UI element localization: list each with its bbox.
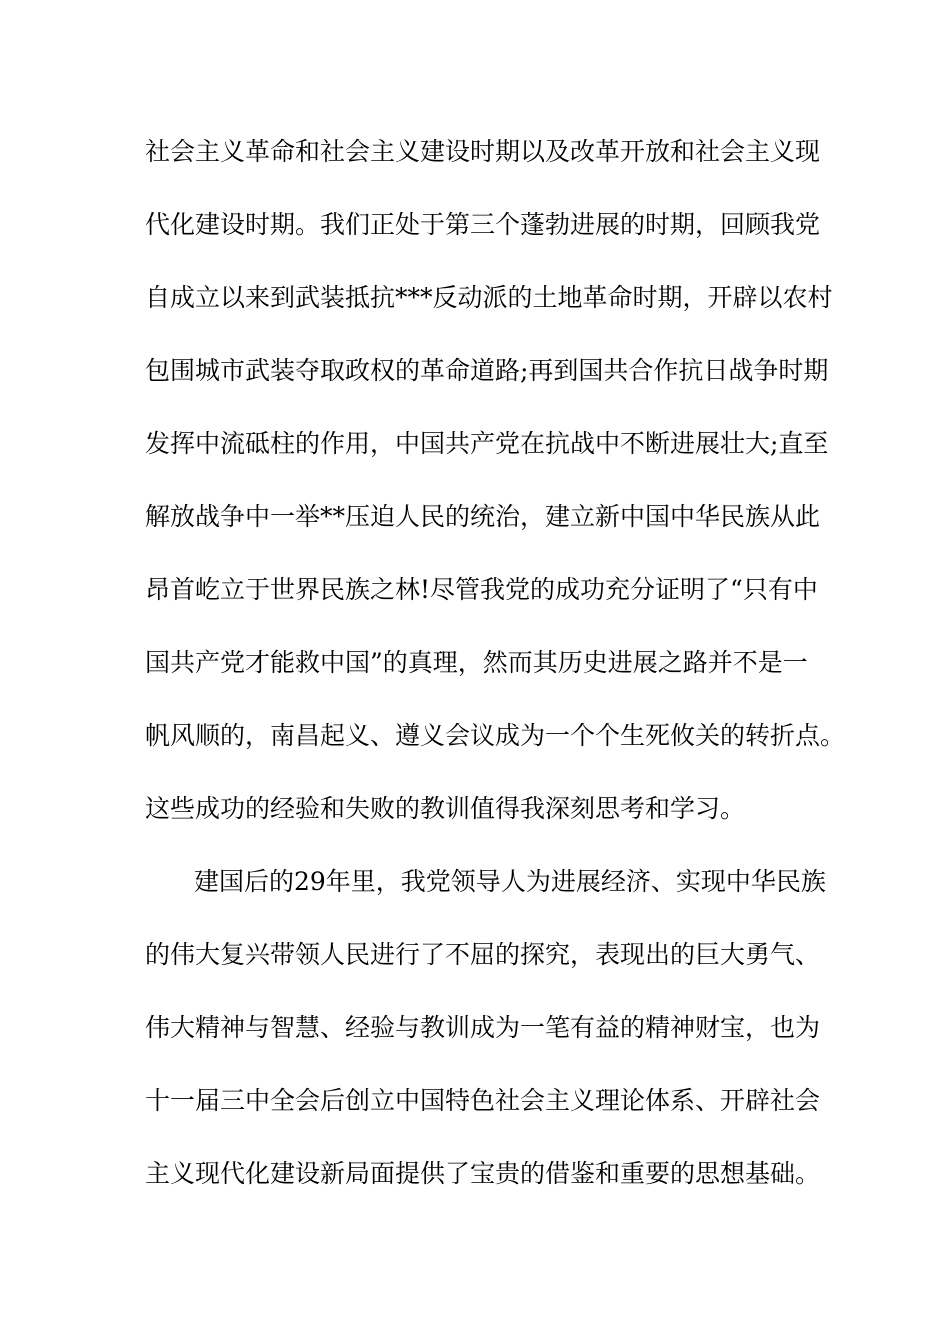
- text-line: 帆风顺的，南昌起义、遵义会议成为一个个生死攸关的转折点。: [145, 721, 846, 750]
- text-line: 发挥中流砥柱的作用，中国共产党在抗战中不断进展壮大;直至: [145, 429, 829, 458]
- text-line: 解放战争中一举**压迫人民的统治，建立新中国中华民族从此: [145, 502, 821, 531]
- text-line: 昂首屹立于世界民族之林!尽管我党的成功充分证明了“只有中: [145, 575, 818, 604]
- text-line: 代化建设时期。我们正处于第三个蓬勃进展的时期，回顾我党: [145, 210, 821, 239]
- text-line: 社会主义革命和社会主义建设时期以及改革开放和社会主义现: [145, 137, 821, 166]
- text-line: 的伟大复兴带领人民进行了不屈的探究，表现出的巨大勇气、: [145, 940, 821, 969]
- text-line: 主义现代化建设新局面提供了宝贵的借鉴和重要的思想基础。: [145, 1159, 821, 1188]
- text-line: 这些成功的经验和失败的教训值得我深刻思考和学习。: [145, 794, 746, 823]
- text-line: 国共产党才能救中国”的真理，然而其历史进展之路并不是一: [145, 648, 808, 677]
- text-line: 包围城市武装夺取政权的革命道路;再到国共合作抗日战争时期: [145, 356, 829, 385]
- text-line: 伟大精神与智慧、经验与教训成为一笔有益的精神财宝，也为: [145, 1013, 821, 1042]
- text-line: 自成立以来到武装抵抗***反动派的土地革命时期，开辟以农村: [145, 283, 833, 312]
- text-line: 十一届三中全会后创立中国特色社会主义理论体系、开辟社会: [145, 1086, 821, 1115]
- paragraph-first-line: 建国后的29年里，我党领导人为进展经济、实现中华民族: [194, 867, 826, 896]
